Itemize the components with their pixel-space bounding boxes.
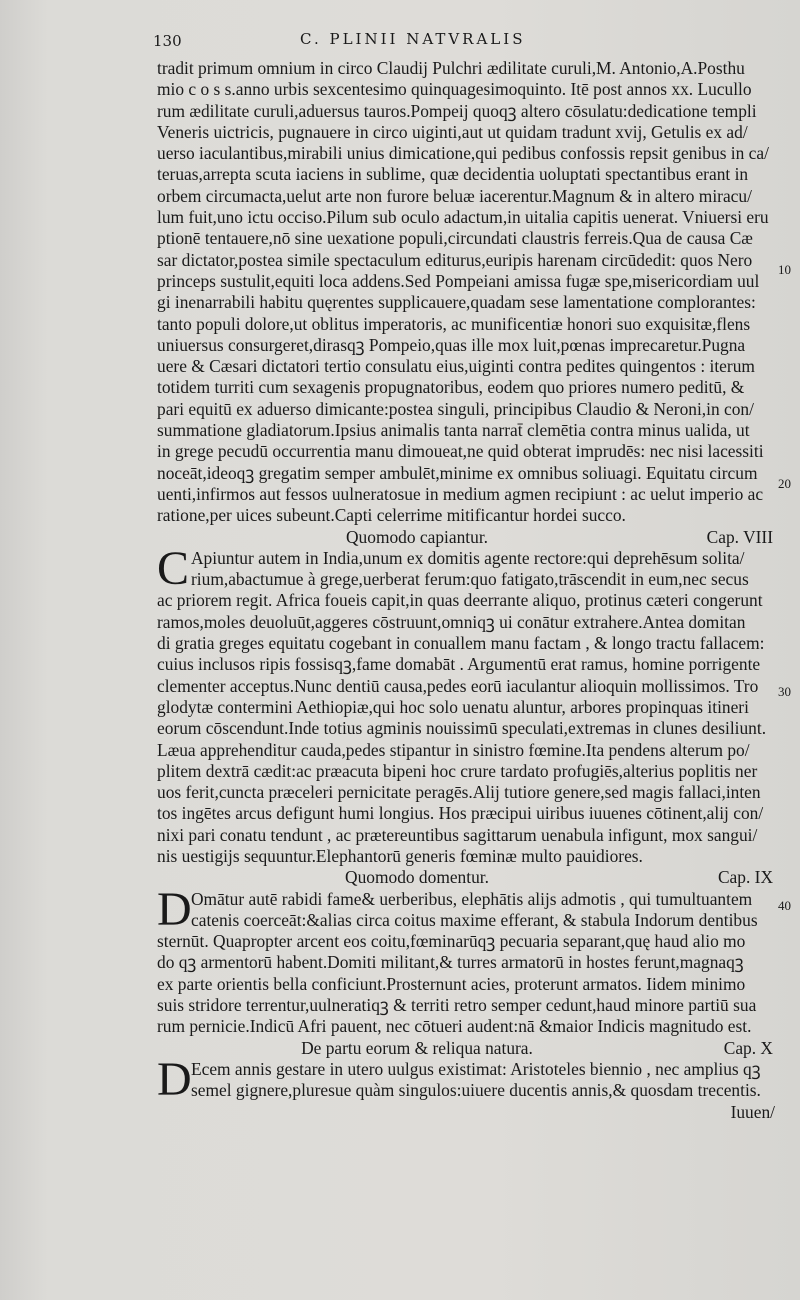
- drop-cap: D: [157, 882, 192, 936]
- text-line: nixi pari conatu tendunt , ac prætereuntibus sagittarum uenabula infigunt, mox sangui/: [157, 824, 758, 845]
- text-line: pari equitū ex aduerso dimicante:postea singuli, principibus Claudio & Neroni,in con/: [157, 398, 754, 419]
- text-line: rum ædilitate curuli,aduersus tauros.Pompeij quoqꝫ altero cōsulatu:dedicatione templi: [157, 100, 757, 121]
- margin-line-number: 30: [778, 684, 791, 699]
- margin-line-number: 40: [778, 898, 791, 913]
- text-line: cuius inclusos ripis fossisqꝫ,fame domabāt . Argumentū erat ramus, homine porrigente: [157, 654, 761, 675]
- chapter-10-text: [157, 1052, 775, 1106]
- text-line: noceāt,ideoqꝫ gregatim semper ambulēt,minime ex omnibus soliuagi. Equitatu circum: [157, 462, 758, 483]
- chapter-heading: [157, 867, 775, 888]
- text-line: rium,abactumue à grege,uerberat ferum:quo fatigato,trāscendit in eum,nec secus: [191, 569, 749, 590]
- text-line: uerso iaculantibus,mirabili unius dimicatione,qui pedibus confossis repsit genibus in ca/: [157, 143, 769, 164]
- text-line: ac priorem regit. Africa foueis capit,in quas deerrante aliquo, protinus cæteri congerunt: [157, 590, 763, 611]
- margin-line-number: 10: [778, 262, 791, 277]
- chapter-heading: [157, 1038, 775, 1059]
- drop-cap: C: [157, 541, 190, 595]
- chapter-9-text: [157, 882, 775, 1038]
- chapter-8-text: [157, 541, 775, 867]
- running-head: C. PLINII NATVRALIS: [300, 30, 526, 48]
- text-line: di gratia greges equitatu cogebant in conuallem manu factam , & longo tractu fallacem:: [157, 633, 765, 654]
- text-line: ex parte orientis bella conficiunt.Prosternunt acies, proterunt armatos. Iidem minimo: [157, 973, 746, 994]
- text-line: Omātur autē rabidi fame& uerberibus, elephātis alijs admotis , qui tumultuantem: [191, 888, 753, 909]
- chapter-number: Cap. X: [723, 1037, 773, 1058]
- text-line: catenis coerceāt:&alias circa coitus maxime efferant, & stabula Indorum dentibus: [191, 909, 758, 930]
- text-line: orbem circumacta,uelut arte non furore beluæ iacerentur.Magnum & in altero miracu/: [157, 185, 752, 206]
- text-line: uniuersus consurgeret,dirasqꝫ Pompeio,quas ille mox luit,pœnas imprecaretur.Pugna: [157, 334, 746, 355]
- text-line: uos ferit,cuncta præceleri pernicitate peragēs.Alij tutiore genere,sed magis fallaci,inten: [157, 782, 761, 803]
- text-line: Ecem annis gestare in utero uulgus existimat: Aristoteles biennio , nec amplius qꝫ: [191, 1058, 761, 1079]
- text-line: sternūt. Quapropter arcent eos coitu,fœminarūqꝫ pecuaria separant,quę haud alio mo: [157, 931, 746, 952]
- chapter-title: Quomodo capiantur.: [346, 526, 488, 547]
- margin-line-number: 20: [778, 476, 791, 491]
- chapter-heading: [157, 527, 775, 548]
- text-line: gi inenarrabili habitu quęrentes supplicauere,quadam sese lamentatione complorantes:: [157, 292, 756, 313]
- text-line: tradit primum omnium in circo Claudij Pulchri ædilitate curuli,M. Antonio,A.Posthu: [157, 58, 745, 78]
- text-line: ramos,moles deuoluūt,aggeres cōstruunt,omniqꝫ ui conātur extrahere.Antea domitan: [157, 611, 746, 632]
- text-line: tanto populi dolore,ut oblitus imperatoris, ac munificentiæ honori suo exquisitæ,flens: [157, 313, 751, 334]
- text-line: plitem dextrā cædit:ac præacuta bipeni hoc crure tardato profugiēs,alterius poplitis ner: [157, 760, 758, 781]
- text-line: sar dictator,postea simile spectaculum editurus,euripis harenam circūdedit: quos Nero: [157, 249, 753, 270]
- text-line: nis uestigijs sequuntur.Elephantorū generis fœminæ multo pauidiores.: [157, 845, 643, 866]
- text-line: glodytæ contermini Aethiopiæ,qui hoc solo uenatu aluntur, arbores propinquas itineri: [157, 696, 749, 717]
- catchword: Iuuen/: [730, 1101, 775, 1122]
- text-line: uere & Cæsari dictatori tertio consulatu eius,uiginti contra pedites quingentos : iterum: [157, 356, 755, 377]
- drop-cap: D: [157, 1052, 192, 1106]
- text-line: teruas,arrepta scuta iaciens in sublime, quæ decidentia uoluptati spectantibus erant in: [157, 164, 749, 185]
- text-line: ptionē tentauere,nō sine uexatione populi,circundati claustris ferreis.Qua de causa Cæ: [157, 228, 753, 249]
- chapter-title: De partu eorum & reliqua natura.: [301, 1037, 533, 1058]
- text-line: do qꝫ armentorū habent.Domiti militant,& turres armatorū in hostes ferunt,magnaqꝫ: [157, 952, 744, 973]
- chapter-number: Cap. VIII: [706, 526, 773, 547]
- text-line: eorum cōscendunt.Inde totius agminis nouissimū speculati,extremas in clunes desiliunt.: [157, 718, 767, 739]
- text-line: princeps sustulit,equiti loca addens.Sed Pompeiani amissa fugæ spe,misericordiam uul: [157, 270, 760, 291]
- text-line: tos ingētes arcus defigunt humi longius. Hos præcipui uiribus iuuenes cōtinent,alij con/: [157, 803, 764, 824]
- text-line: suis stridore terrentur,uulneratiqꝫ & territi retro semper cedunt,haud minore partiū sua: [157, 995, 757, 1016]
- text-line: semel gignere,pluresue quàm singulos:uiuere ducentis annis,& quosdam trecentis.: [191, 1080, 761, 1101]
- text-line: totidem turriti cum sexagenis propugnatoribus, eodem quo priores numero peditū, &: [157, 377, 745, 398]
- text-line: uenti,infirmos aut fessos uulneratosue in medium agmen recipiunt : ac uelut imperio ac: [157, 483, 764, 504]
- text-line: rum pernicie.Indicū Afri pauent, nec cōtueri audent:nā &maior Indicis magnitudo est.: [157, 1016, 752, 1037]
- text-line: Veneris uictricis, pugnauere in circo uiginti,aut ut quidam tradunt xvij, Getulis ex ad/: [157, 121, 748, 142]
- text-line: clementer acceptus.Nunc dentiū causa,pedes eorū iaculantur alioquin mollissimos. Tro: [157, 675, 759, 696]
- chapter-title: Quomodo domentur.: [345, 867, 489, 888]
- text-line: Apiuntur autem in India,unum ex domitis agente rectore:qui deprehēsum solita/: [191, 547, 745, 568]
- page-number: 130: [153, 32, 182, 50]
- text-line: Læua apprehenditur cauda,pedes stipantur in sinistro fœmine.Ita pendens alterum po/: [157, 739, 750, 760]
- chapter-number: Cap. IX: [717, 867, 773, 888]
- body-text: [157, 58, 775, 1123]
- text-line: lum fuit,uno ictu occiso.Pilum sub oculo adactum,in uitalia capitis uenerat. Vniuersi eru: [157, 207, 769, 228]
- text-line: summatione gladiatorum.Ipsius animalis tanta narrat̄ clemētia contra minus ualida, ut: [157, 420, 750, 441]
- text-line: in grege pecudū occurrentia manu dimoueat,ne quid obterat imprudēs: nec nisi lacessiti: [157, 441, 764, 462]
- text-line: mio c o s s.anno urbis sexcentesimo quinquagesimoquinto. Itē post annos xx. Lucullo: [157, 79, 752, 100]
- text-line: ratione,per uices subeunt.Capti celerrime mitificantur hordei succo.: [157, 505, 626, 526]
